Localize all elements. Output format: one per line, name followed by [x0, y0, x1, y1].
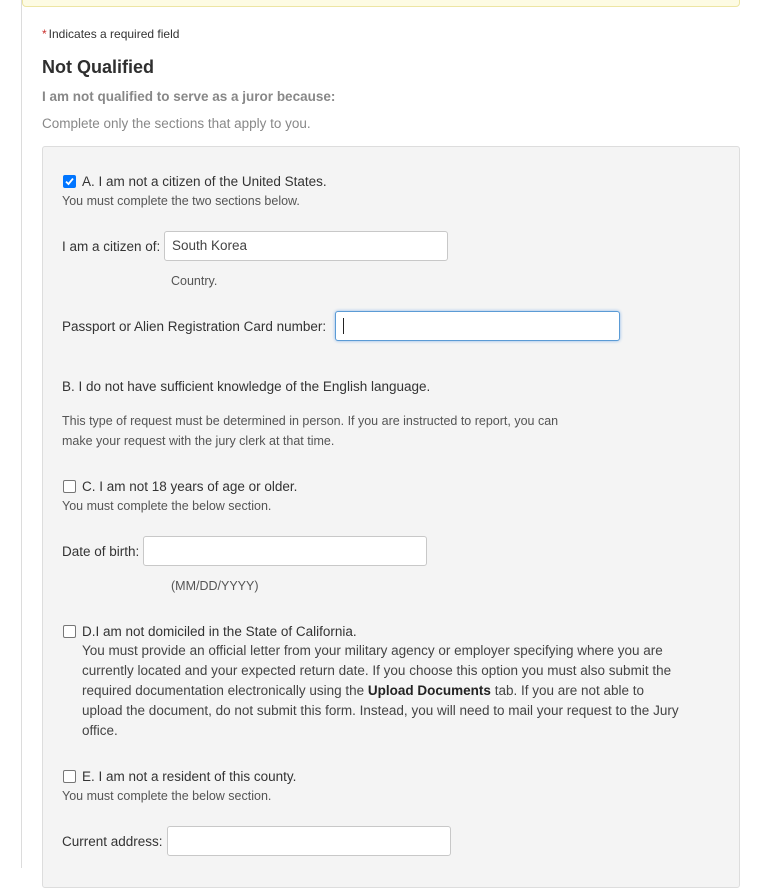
english-option-text [62, 411, 558, 451]
english-text-line: This type of request must be determined in person. If you are instructed to report, you can [62, 414, 559, 428]
domicile-text-line: office. [82, 723, 118, 738]
citizen-of-label: I am a citizen of: [62, 239, 161, 254]
citizen-option-label[interactable]: A. I am not a citizen of the United States. [82, 174, 327, 189]
domicile-checkbox[interactable] [63, 625, 76, 638]
notice-banner [22, 0, 740, 7]
citizen-of-input[interactable]: South Korea [164, 231, 448, 261]
required-note-text: Indicates a required field [48, 27, 180, 41]
passport-number-input[interactable] [335, 311, 620, 341]
domicile-text-part: required documentation electronically using the [82, 683, 368, 698]
domicile-option-label[interactable]: D.I am not domiciled in the State of California. [82, 624, 357, 639]
english-text-line: make your request with the jury clerk at that time. [62, 434, 335, 448]
instruction-text: Complete only the sections that apply to you. [42, 116, 311, 131]
domicile-text-part: tab. If you are not able to [490, 683, 645, 698]
domicile-text-line: upload the document, do not submit this form. Instead, you will need to mail your request to the Jury [82, 703, 679, 718]
current-address-label: Current address: [62, 834, 163, 849]
page-left-border [21, 0, 22, 868]
current-address-input[interactable] [167, 826, 451, 856]
residency-checkbox[interactable] [63, 770, 76, 783]
english-option-label: B. I do not have sufficient knowledge of the English language. [62, 379, 431, 394]
age-option-label[interactable]: C. I am not 18 years of age or older. [82, 479, 298, 494]
residency-option-label[interactable]: E. I am not a resident of this county. [82, 769, 297, 784]
checkmark-icon [65, 177, 74, 186]
passport-number-label: Passport or Alien Registration Card number: [62, 319, 327, 334]
page-title: Not Qualified [42, 57, 154, 77]
residency-option-note: You must complete the below section. [62, 789, 272, 803]
date-of-birth-input[interactable] [143, 536, 427, 566]
qualification-panel [42, 146, 740, 888]
upload-documents-reference: Upload Documents [367, 683, 491, 698]
required-field-note [42, 27, 179, 41]
domicile-text-line: You must provide an official letter from your military agency or employer specifying where you are [82, 643, 663, 658]
citizen-option-note: You must complete the two sections below. [62, 194, 300, 208]
domicile-option-text [82, 641, 722, 741]
citizen-checkbox[interactable] [63, 175, 76, 188]
age-checkbox[interactable] [63, 480, 76, 493]
page-subtitle: I am not qualified to serve as a juror because: [42, 89, 336, 104]
country-hint: Country. [171, 274, 218, 288]
age-option-note: You must complete the below section. [62, 499, 272, 513]
domicile-text-line: currently located and your expected return date. If you choose this option you must also submit the [82, 663, 672, 678]
text-caret [343, 318, 344, 334]
date-format-hint: (MM/DD/YYYY) [171, 579, 259, 593]
required-star: * [42, 27, 47, 41]
domicile-text-line [82, 681, 722, 701]
date-of-birth-label: Date of birth: [62, 544, 140, 559]
